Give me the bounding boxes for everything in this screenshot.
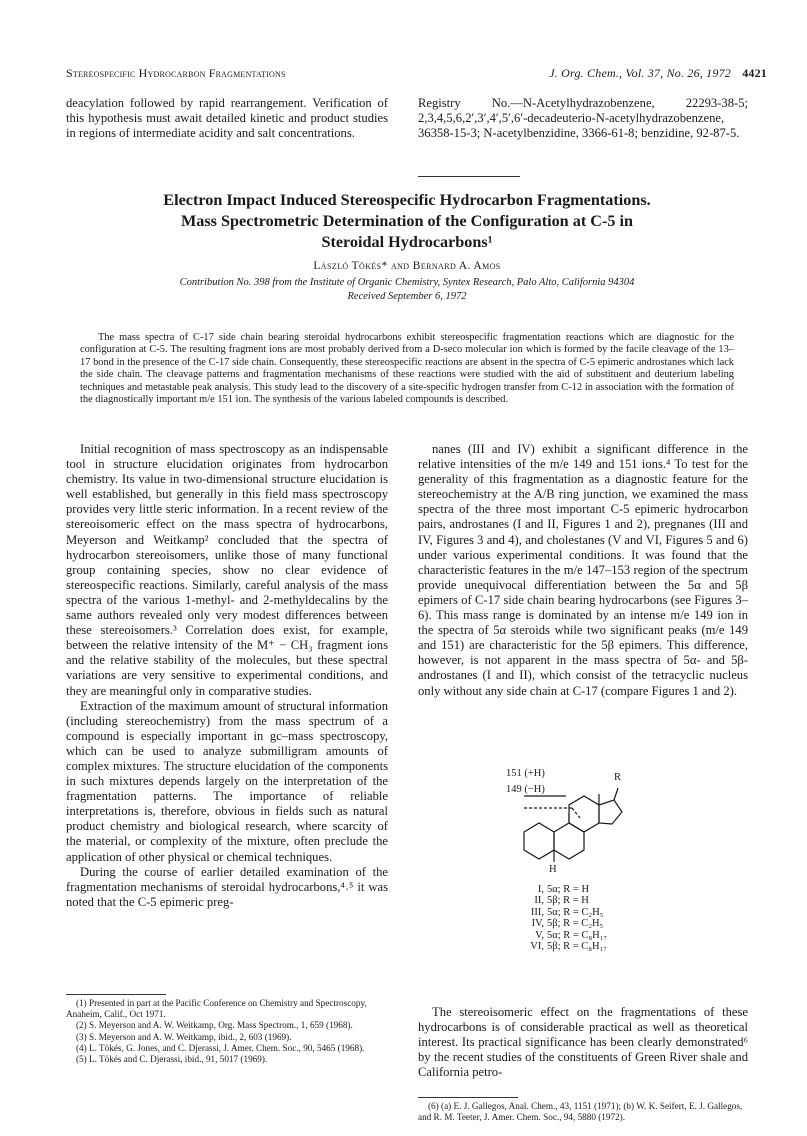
title-line: Electron Impact Induced Stereospecific Hydrocarbon Fragmentations. [163,191,651,209]
body-column-right-continued [418,1005,748,1080]
affiliation: Contribution No. 398 from the Institute of Organic Chemistry, Syntex Research, Palo Alto, California 94304 [179,277,635,288]
compound-legend [518,884,618,952]
footnote-divider [66,994,166,995]
footnote: (1) Presented in part at the Pacific Conference on Chemistry and Spectroscopy, Anaheim, Calif., Oct 1971. [66,998,367,1020]
title-line: Steroidal Hydrocarbons¹ [321,233,493,251]
paragraph: nanes (III and IV) exhibit a significant difference in the relative intensities of the m/e 149 and 151 ions.⁴ To test for the generality of this fragmentation as a diagnostic feature for the stereochemistry at the A/B ring junction, we examined the mass spectra of the three most important C-5 epimeric hydrocarbon pairs, androstanes (I and II, Figures 1 and 2), pregnanes (III and IV, Figures 3 and 4), and cholestanes (V and VI, Figures 5 and 6) under various experimental conditions. It was found that the characteristic features in the m/e 147–153 region of the spectrum provide unequivocal differentiation between the 5α and 5β epimers of C-17 side chain bearing hydrocarbons (see Figures 3–6). This mass range is dominated by an intense m/e 149 ion in the spectra of 5α steroids while two significant peaks (m/e 149 and 151) are characteristic for the 5β epimers. This difference, however, is not apparent in the mass spectra of 5α- and 5β-androstanes (I and II), which consist of the tetracyclic nucleus only without any side chain at C-17 (compare Figures 1 and 2). [418,442,748,698]
steroid-structure-figure [494,760,664,890]
page-number: 4421 [742,66,767,80]
registry-numbers: Registry No.—N-Acetylhydrazobenzene, 22293-38-5; 2,3,4,5,6,2′,3′,4′,5′,6′-decadeuterio-N-acetylhydrazobenzene, 36358-15-3; N-acetylbenzidine, 3366-61-8; benzidine, 92-87-5. [418,96,748,141]
hydrogen-label: H [549,864,557,875]
fragment-label-151: 151 (+H) [506,768,545,779]
authors: László Tökés* and Bernard A. Amos [313,260,501,272]
substituent-label-r: R [614,772,622,783]
section-divider [418,176,520,177]
footnote: (4) L. Tökés, G. Jones, and C. Djerassi, J. Amer. Chem. Soc., 90, 5465 (1968). [76,1042,365,1053]
legend-row: I, 5α; R = H [537,884,590,895]
previous-article-conclusion: deacylation followed by rapid rearrangement. Verification of this hypothesis must await detailed kinetic and product studies in regions of intermediate acidity and salt concentrations. [66,96,388,141]
body-column-right [418,442,748,699]
footnote: (3) S. Meyerson and A. W. Weitkamp, ibid., 2, 603 (1969). [76,1031,292,1042]
article-title [66,190,748,253]
paragraph: During the course of earlier detailed examination of the fragmentation mechanisms of steroidal hydrocarbons,⁴˒⁵ it was noted that the C-5 epimeric preg- [66,864,388,909]
paragraph: Initial recognition of mass spectroscopy as an indispensable tool in structure elucidation originates from hydrocarbon chemistry. Its value in two-dimensional structure elucidation is well established, but generally in this field mass spectroscopy provides very little steric information. In a recent review of the stereoisomeric effect on the mass spectra of hydrocarbons, Meyerson and Weitkamp² concluded that the spectra of hydrocarbon stereoisomers, unlike those of many functional group containing species, show no clear evidence of stereospecific reactions. Similarly, careful analysis of the mass spectra of the various 1-methyl- and 2-methyldecalins by the same authors revealed only very modest differences between these stereoisomers.³ Correlation does exist, for example, between the relative intensity of the M⁺ − CH₃ fragment ions and the relative stability of the molecules, but these spectral variations are very sensitive to experimental conditions, and they are meaningful only in comparative studies. [66,442,388,698]
body-column-left [66,442,388,910]
title-line: Mass Spectrometric Determination of the Configuration at C-5 in [181,212,633,230]
received-date: Received September 6, 1972 [347,291,467,302]
footnote: (2) S. Meyerson and A. W. Weitkamp, Org. Mass Spectrom., 1, 659 (1968). [76,1020,353,1031]
fragment-label-149: 149 (−H) [506,784,545,795]
legend-row: II, 5β; R = H [534,895,589,907]
legend-row: V, 5α; R = C₈H₁₇ [535,929,608,941]
paragraph: Extraction of the maximum amount of structural information (including stereochemistry) from the mass spectrum of a compound is especially important in gc–mass spectroscopy, which can be used to analyze submilligram amounts of complex mixtures. The structure elucidation of the components in such mixtures depends largely on the interpretation of the fragmentation patterns. The importance of reliable interpretations is, therefore, obvious in fields such as natural product chemistry and biological research, where scarcity of the material, or complexity of the mixture, often preclude the application of other physical or chemical techniques. [66,698,388,864]
legend-row: VI, 5β; R = C₈H₁₇ [530,941,607,953]
footnote-divider [418,1097,518,1098]
article-header [66,190,748,302]
running-head [66,66,767,82]
journal-citation: J. Org. Chem., Vol. 37, No. 26, 1972 [549,66,731,80]
footnote: (5) L. Tökés and C. Djerassi, ibid., 91, 5017 (1969). [76,1054,268,1065]
running-head-title: Stereospecific Hydrocarbon Fragmentations [66,66,286,80]
footnote: (6) (a) E. J. Gallegos, Anal. Chem., 43, 1151 (1971); (b) W. K. Seifert, E. J. Gallegos, and R. M. Teeter, J. Amer. Chem. Soc., 94, 5880 (1972). [418,1101,743,1123]
abstract: The mass spectra of C-17 side chain bearing steroidal hydrocarbons exhibit stereospecific fragmentation reactions which are diagnostic for the configuration at C-5. The resulting fragment ions are most probably derived from a D-seco molecular ion which is formed by the facile cleavage of the 13–17 bond in the presence of the C-17 side chain. Consequently, these stereospecific reactions are absent in the spectra of C-5 epimeric androstanes which lack the side chain. The cleavage patterns and fragmentation mechanisms of these reactions were studied with the aid of substituent and deuterium labeling techniques and metastable peak analysis. This study lead to the discovery of a site-specific hydrogen transfer from C-12 in association with the formation of the diagnostically important m/e 151 ion. The synthesis of the various labeled compounds is described. [80,332,734,406]
legend-row: IV, 5β; R = C₂H₅ [531,918,604,930]
footnotes-left [66,998,388,1065]
legend-row: III, 5α; R = C₂H₅ [530,906,604,918]
steroid-skeleton-drawing [494,760,664,890]
footnotes-right [418,1101,748,1123]
paragraph: The stereoisomeric effect on the fragmentations of these hydrocarbons is of considerable practical as well as theoretical interest. Its practical significance has been clearly demonstrated⁶ by the recent studies of the constituents of Green River shale and California petro- [418,1005,748,1080]
